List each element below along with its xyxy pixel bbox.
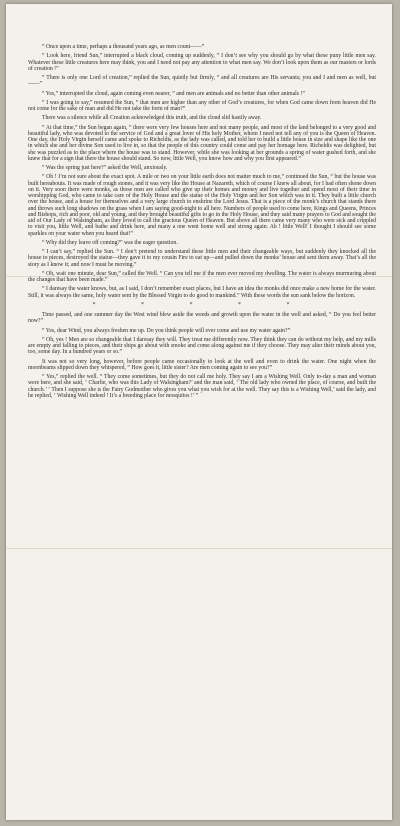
paragraph: “ Oh, wait one minute, dear Sun,” called the Well. “ Can you tell me if the men ever moved my dwelling. The water is always murmuring about the changes that have been made.”	[28, 270, 376, 283]
paragraph: There was a silence while all Creation acknowledged this truth, and the cloud slid hastily away.	[42, 115, 262, 122]
document-page	[6, 4, 392, 820]
paragraph: “ Yes,” replied the well. “ They come sometimes, but they do not call me holy. They say I am a Wishing Well. Only to-day a man and woman were here, and she said, ‘ Charlie, who was this Lady of Walsingham?’ and the man said, ‘ The old lady who owned the place, of course, and built the church.’ ‘ Then I suppose she is the Fairy Godmother who gives you what you wish for at the well. They say this is a Wishing Well,’ said the lady, and he replied, ‘ Wishing Well indeed ! It’s a breeding place for mosquitos !’ ”	[28, 374, 376, 399]
fold-line	[6, 548, 392, 549]
paragraph: “ Yes,” interrupted the cloud, again coming even nearer, “ and men are animals and no better than other animals !”	[42, 90, 305, 97]
paragraph: “ Once upon a time, perhaps a thousand years ago, as men count——”	[42, 44, 205, 50]
paragraph: “ I was going to say,” resumed the Sun, “ that men are higher than any other of God’s creatures, for when God came down from heaven did He not come for the sake of man and did He not take the form of man?”	[28, 99, 376, 112]
paragraph: It was not so very long, however, before people came occasionally to look at the well and even to drink the water. One night when the moonbeams slipped down they whispered, “ How goes it, little sister? Are men coming again to see you?”	[28, 358, 376, 371]
paragraph: “ I can’t say,” replied the Sun. “ I don’t pretend to understand these little men and their changeable ways, but suddenly they knocked all the house to pieces, destroyed the statue—they gave it to my cousin Fire to eat up—and pulled down the monks’ house and sent them away. That’s all the story as I know it; and now I must be moving.”	[28, 249, 376, 268]
section-separator: * * * * *	[92, 301, 312, 308]
paragraph: “ Oh, yes ! Men are so changeable that I daresay they will. They treat me differently now. They think they can do without my help, and my mills are empty and falling to pieces, and their ships go about with smoke and come along against me if they choose. They may alter their minds about you, too, some day. In a hundred years or so.”	[28, 336, 376, 356]
paragraph: “ I daresay the water knows, but, as I said, I don’t remember exact places, but I have an idea the monks did once make a new home for the water. Still, it was always the same, holy water sent by the Blessed Virgin to do good to mankind.” With these words the sun sank below the horizon.	[28, 286, 376, 299]
paragraph: “ Was the spring just here?” asked the Well, anxiously.	[42, 165, 168, 171]
paragraph: “ Why did they leave off coming?” was the eager question.	[42, 239, 178, 246]
paragraph: “ Oh ! I’m not sure about the exact spot. A mile or two on your little earth does not matter much to me,” continued the Sun, “ but the house was built hereabouts. It was made of rough stones, and it was very like the House at Nazareth, which of course I knew all about, for I had often shone down on it. Very soon there were monks, as those men are called who give up their homes and money and live together and spend most of their time in worshipping God, who came to take care of the Holy House and the statue of the Holy Virgin and her Son which was in it. They built a little church over the house, and a house for themselves and a very large church to enshrine the Lord Jesus. That is a piece of the monk’s church that stands there and throws such long shadows on the grass when I am saying good-night to all here. Numbers of people used to come here, Kings and Queens, Princes and Bishops, rich and poor, old and young, and they brought beautiful gifts to go in the Holy House, and they said many prayers to God and sought the aid of Our Lady of Walsingham, as they loved to call the gracious Queen of Heaven. But above all there came very many who were sick and crippled to visit you, little Well, and bathe and drink here, and many a one went home well and strong again. Ah ! little Well! I thought I should see some sparkles on your water when you heard that!”	[28, 174, 376, 237]
paragraph: “ Look here, friend Sun,” interrupted a black cloud, coming up suddenly, “ I don’t see why you should go by what these puny little men say. Whatever these little creatures here may think, you and I need not pay any attention to what men say. We don’t look upon them as our masters or lords of creation !”	[28, 53, 376, 72]
paragraph: “ Yes, dear Wind, you always freshen me up. Do you think people will ever come and use my water again?”	[42, 327, 291, 334]
paragraph: Time passed, and one summer day the West wind blew aside the weeds and growth upon the water in the well and asked, “ Do you feel better now?”	[28, 312, 376, 325]
story-text	[28, 44, 376, 402]
paragraph: “ There is only one Lord of creation,” replied the Sun, quietly but firmly, “ and all creatures are His servants; you and I and men as well, but——”	[28, 75, 376, 88]
paragraph: “ At that time,” the Sun began again, “ there were very few houses here and not many people, and most of the land belonged to a very good and beautiful lady, who was devoted to the service of God and a great lover of His holy Mother, whom I need not tell any of you is the Queen of Heaven. One day, the Holy Virgin herself came and spoke to Richeldis, as the lady was called, and told her to build a little house in size and shape like the one in which she and her divine Son used to live in, so that the people of this country could come and pay her homage here. Richeldis was delighted, but she was puzzled as to the place where the house was to stand. However, while she was looking at her grounds a spring of water gushed forth, and she knew that for a sign that there the house should stand. So now, little Well, you know how and why you first appeared.”	[28, 124, 376, 162]
